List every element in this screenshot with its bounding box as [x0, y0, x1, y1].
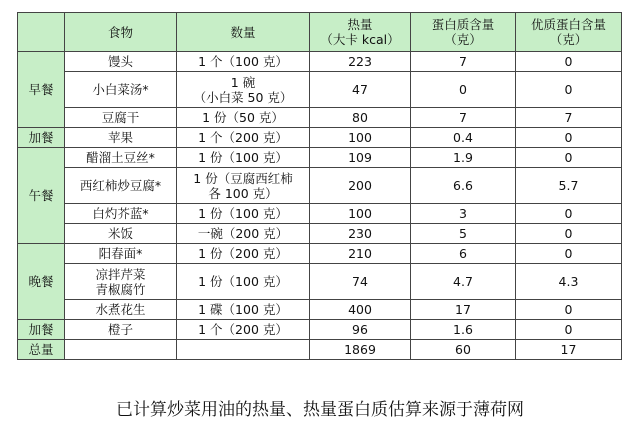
- cell-energy: 400: [310, 300, 411, 320]
- cell-food: 阳春面*: [65, 244, 177, 264]
- cell-energy: 210: [310, 244, 411, 264]
- cell-amount: 1 份（100 克）: [177, 264, 310, 300]
- cell-protein: 17: [411, 300, 516, 320]
- cell-quality: 0: [516, 224, 622, 244]
- table-row: [18, 264, 622, 300]
- nutrition-table: [17, 12, 622, 360]
- cell-protein: 4.7: [411, 264, 516, 300]
- cell-amount: [177, 168, 310, 204]
- cell-amount-line2: （小白菜 50 克）: [193, 89, 293, 105]
- header-protein: [411, 13, 516, 52]
- cell-energy: 47: [310, 72, 411, 108]
- meal-lunch: 午餐: [18, 148, 65, 244]
- cell-food-line2: 青椒腐竹: [95, 281, 146, 297]
- header-energy: [310, 13, 411, 52]
- cell-protein: 3: [411, 204, 516, 224]
- total-protein: 60: [411, 340, 516, 360]
- cell-energy: 223: [310, 52, 411, 72]
- cell-amount: 1 碟（100 克）: [177, 300, 310, 320]
- cell-energy: 109: [310, 148, 411, 168]
- cell-quality: 0: [516, 148, 622, 168]
- cell-energy: 80: [310, 108, 411, 128]
- cell-energy: 96: [310, 320, 411, 340]
- cell-protein: 0: [411, 72, 516, 108]
- header-meal: [18, 13, 65, 52]
- header-protein-line1: 蛋白质含量: [431, 17, 495, 32]
- meal-dinner: 晚餐: [18, 244, 65, 320]
- cell-protein: 1.6: [411, 320, 516, 340]
- cell-food: 小白菜汤*: [65, 72, 177, 108]
- cell-protein: 6: [411, 244, 516, 264]
- cell-food: 橙子: [65, 320, 177, 340]
- header-protein-line2: （克）: [444, 32, 482, 47]
- table-row: [18, 224, 622, 244]
- cell-food: 豆腐干: [65, 108, 177, 128]
- cell-food: 苹果: [65, 128, 177, 148]
- cell-quality: 0: [516, 244, 622, 264]
- cell-energy: 100: [310, 128, 411, 148]
- cell-food: 米饭: [65, 224, 177, 244]
- cell-amount: 1 个（200 克）: [177, 128, 310, 148]
- meal-breakfast: 早餐: [18, 52, 65, 128]
- table-row: [18, 108, 622, 128]
- cell-food: [65, 264, 177, 300]
- cell-food-line1: 凉拌芹菜: [95, 266, 146, 282]
- header-quality-line1: 优质蛋白含量: [530, 17, 606, 32]
- cell-protein: 6.6: [411, 168, 516, 204]
- cell-energy: 100: [310, 204, 411, 224]
- cell-food-empty: [65, 340, 177, 360]
- footnote-caption: 已计算炒菜用油的热量、热量蛋白质估算来源于薄荷网: [116, 400, 524, 420]
- header-quality-protein: [516, 13, 622, 52]
- cell-amount: 一碗（200 克）: [177, 224, 310, 244]
- cell-quality: 0: [516, 72, 622, 108]
- total-energy: 1869: [310, 340, 411, 360]
- cell-quality: 0: [516, 204, 622, 224]
- cell-protein: 5: [411, 224, 516, 244]
- cell-protein: 7: [411, 108, 516, 128]
- cell-amount: 1 个（200 克）: [177, 320, 310, 340]
- cell-quality: 0: [516, 300, 622, 320]
- cell-amount-empty: [177, 340, 310, 360]
- table-row: [18, 320, 622, 340]
- table-row: [18, 72, 622, 108]
- table-row: [18, 148, 622, 168]
- table-row: [18, 168, 622, 204]
- header-row: [18, 13, 622, 52]
- header-energy-line2: （大卡 kcal）: [320, 32, 400, 47]
- cell-quality: 0: [516, 320, 622, 340]
- cell-amount: 1 份（100 克）: [177, 148, 310, 168]
- header-quality-line2: （克）: [549, 32, 588, 47]
- cell-quality: 0: [516, 128, 622, 148]
- cell-amount: 1 份（100 克）: [177, 204, 310, 224]
- cell-quality: 5.7: [516, 168, 622, 204]
- cell-quality: 4.3: [516, 264, 622, 300]
- cell-protein: 1.9: [411, 148, 516, 168]
- cell-amount-line2: 各 100 克）: [208, 185, 278, 201]
- header-energy-line1: 热量: [347, 17, 373, 32]
- meal-total: 总量: [18, 340, 65, 360]
- cell-quality: 7: [516, 108, 622, 128]
- cell-food: 白灼芥蓝*: [65, 204, 177, 224]
- table-row: [18, 204, 622, 224]
- cell-protein: 0.4: [411, 128, 516, 148]
- header-food: 食物: [65, 13, 177, 52]
- table-row: [18, 244, 622, 264]
- cell-quality: 0: [516, 52, 622, 72]
- cell-amount: 1 份（50 克）: [177, 108, 310, 128]
- cell-energy: 230: [310, 224, 411, 244]
- total-quality: 17: [516, 340, 622, 360]
- table-row: [18, 300, 622, 320]
- cell-food: 醋溜土豆丝*: [65, 148, 177, 168]
- meal-snack-1: 加餐: [18, 128, 65, 148]
- cell-energy: 74: [310, 264, 411, 300]
- cell-amount: 1 个（100 克）: [177, 52, 310, 72]
- cell-amount-line1: 1 份（豆腐西红柿: [193, 170, 293, 186]
- cell-amount-line1: 1 碗: [230, 74, 256, 90]
- header-amount: 数量: [177, 13, 310, 52]
- cell-amount: 1 份（200 克）: [177, 244, 310, 264]
- cell-protein: 7: [411, 52, 516, 72]
- meal-snack-2: 加餐: [18, 320, 65, 340]
- cell-amount: [177, 72, 310, 108]
- table-row: [18, 52, 622, 72]
- cell-energy: 200: [310, 168, 411, 204]
- total-row: [18, 340, 622, 360]
- cell-food: 馒头: [65, 52, 177, 72]
- cell-food: 西红柿炒豆腐*: [65, 168, 177, 204]
- cell-food: 水煮花生: [65, 300, 177, 320]
- table-row: [18, 128, 622, 148]
